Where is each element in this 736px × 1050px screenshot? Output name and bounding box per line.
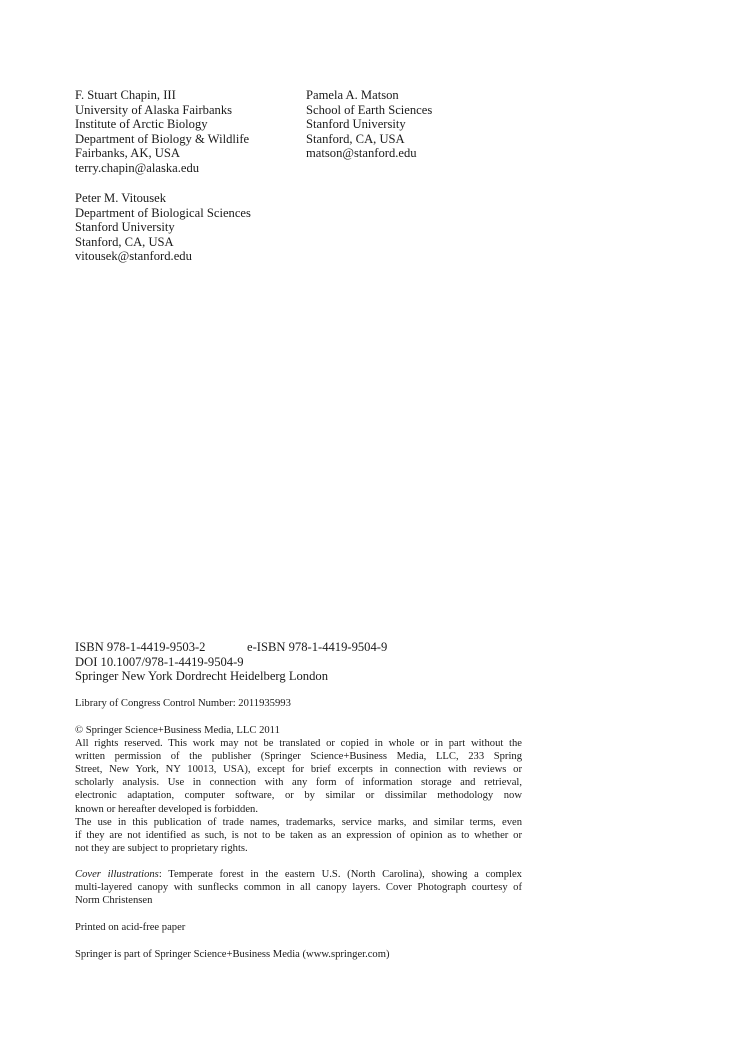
author-affiliation: Institute of Arctic Biology — [75, 117, 208, 132]
rights-line: known or hereafter developed is forbidden. — [75, 803, 258, 815]
author-block-matson — [306, 88, 432, 161]
paper-note: Printed on acid-free paper — [75, 922, 186, 933]
cover-text: Norm Christensen — [75, 895, 153, 907]
rights-line: written permission of the publisher (Springer Science+Business Media, LLC, 233 Spring — [75, 751, 522, 763]
author-email: terry.chapin@alaska.edu — [75, 160, 200, 175]
author-affiliation: Department of Biological Sciences — [75, 205, 251, 220]
cover-text: multi-layered canopy with sunflecks common in all canopy layers. Cover Photograph courtesy of — [75, 882, 522, 894]
author-email: matson@stanford.edu — [306, 146, 417, 161]
author-name: F. Stuart Chapin, III — [75, 88, 176, 102]
cover-label: Cover illustrations — [75, 869, 159, 880]
doi: DOI 10.1007/978-1-4419-9504-9 — [75, 654, 244, 669]
author-email: vitousek@stanford.edu — [75, 249, 192, 264]
author-block-vitousek — [75, 191, 251, 264]
cover-text: : Temperate forest in the eastern U.S. (North Carolina), showing a complex — [158, 869, 522, 880]
isbn-row — [75, 640, 535, 655]
eisbn: e-ISBN 978-1-4419-9504-9 — [247, 640, 388, 654]
loc-control-number: Library of Congress Control Number: 2011935993 — [75, 698, 291, 709]
rights-line: All rights reserved. This work may not be translated or copied in whole or in part without the — [75, 738, 522, 750]
trademark-line: The use in this publication of trade names, trademarks, service marks, and similar terms, even — [75, 816, 522, 828]
springer-note: Springer is part of Springer Science+Business Media (www.springer.com) — [75, 949, 390, 960]
author-affiliation: Fairbanks, AK, USA — [75, 146, 180, 161]
publisher-locations: Springer New York Dordrecht Heidelberg London — [75, 669, 328, 684]
copyright-section — [75, 724, 522, 855]
author-affiliation: Department of Biology & Wildlife — [75, 131, 250, 146]
trademark-line: not they are subject to proprietary rights. — [75, 842, 248, 854]
cover-illustrations — [75, 868, 522, 907]
author-affiliation: School of Earth Sciences — [306, 102, 433, 117]
author-name: Peter M. Vitousek — [75, 191, 167, 205]
isbn: ISBN 978-1-4419-9503-2 — [75, 640, 206, 654]
copyright-notice: © Springer Science+Business Media, LLC 2011 — [75, 725, 280, 736]
rights-line: electronic adaptation, computer software, or by similar or dissimilar methodology now — [75, 790, 522, 802]
author-affiliation: Stanford University — [306, 117, 406, 132]
rights-line: scholarly analysis. Use in connection with any form of information storage and retrieval, — [75, 777, 522, 789]
rights-line: Street, New York, NY 10013, USA), except for brief excerpts in connection with reviews or — [75, 764, 522, 776]
author-block-chapin — [75, 88, 249, 176]
author-affiliation: Stanford, CA, USA — [75, 234, 174, 249]
author-affiliation: University of Alaska Fairbanks — [75, 102, 233, 117]
author-affiliation: Stanford University — [75, 220, 175, 235]
author-name: Pamela A. Matson — [306, 88, 399, 102]
publication-info — [75, 640, 535, 684]
author-affiliation: Stanford, CA, USA — [306, 131, 405, 146]
trademark-line: if they are not identified as such, is not to be taken as an expression of opinion as to whether or — [75, 829, 522, 841]
